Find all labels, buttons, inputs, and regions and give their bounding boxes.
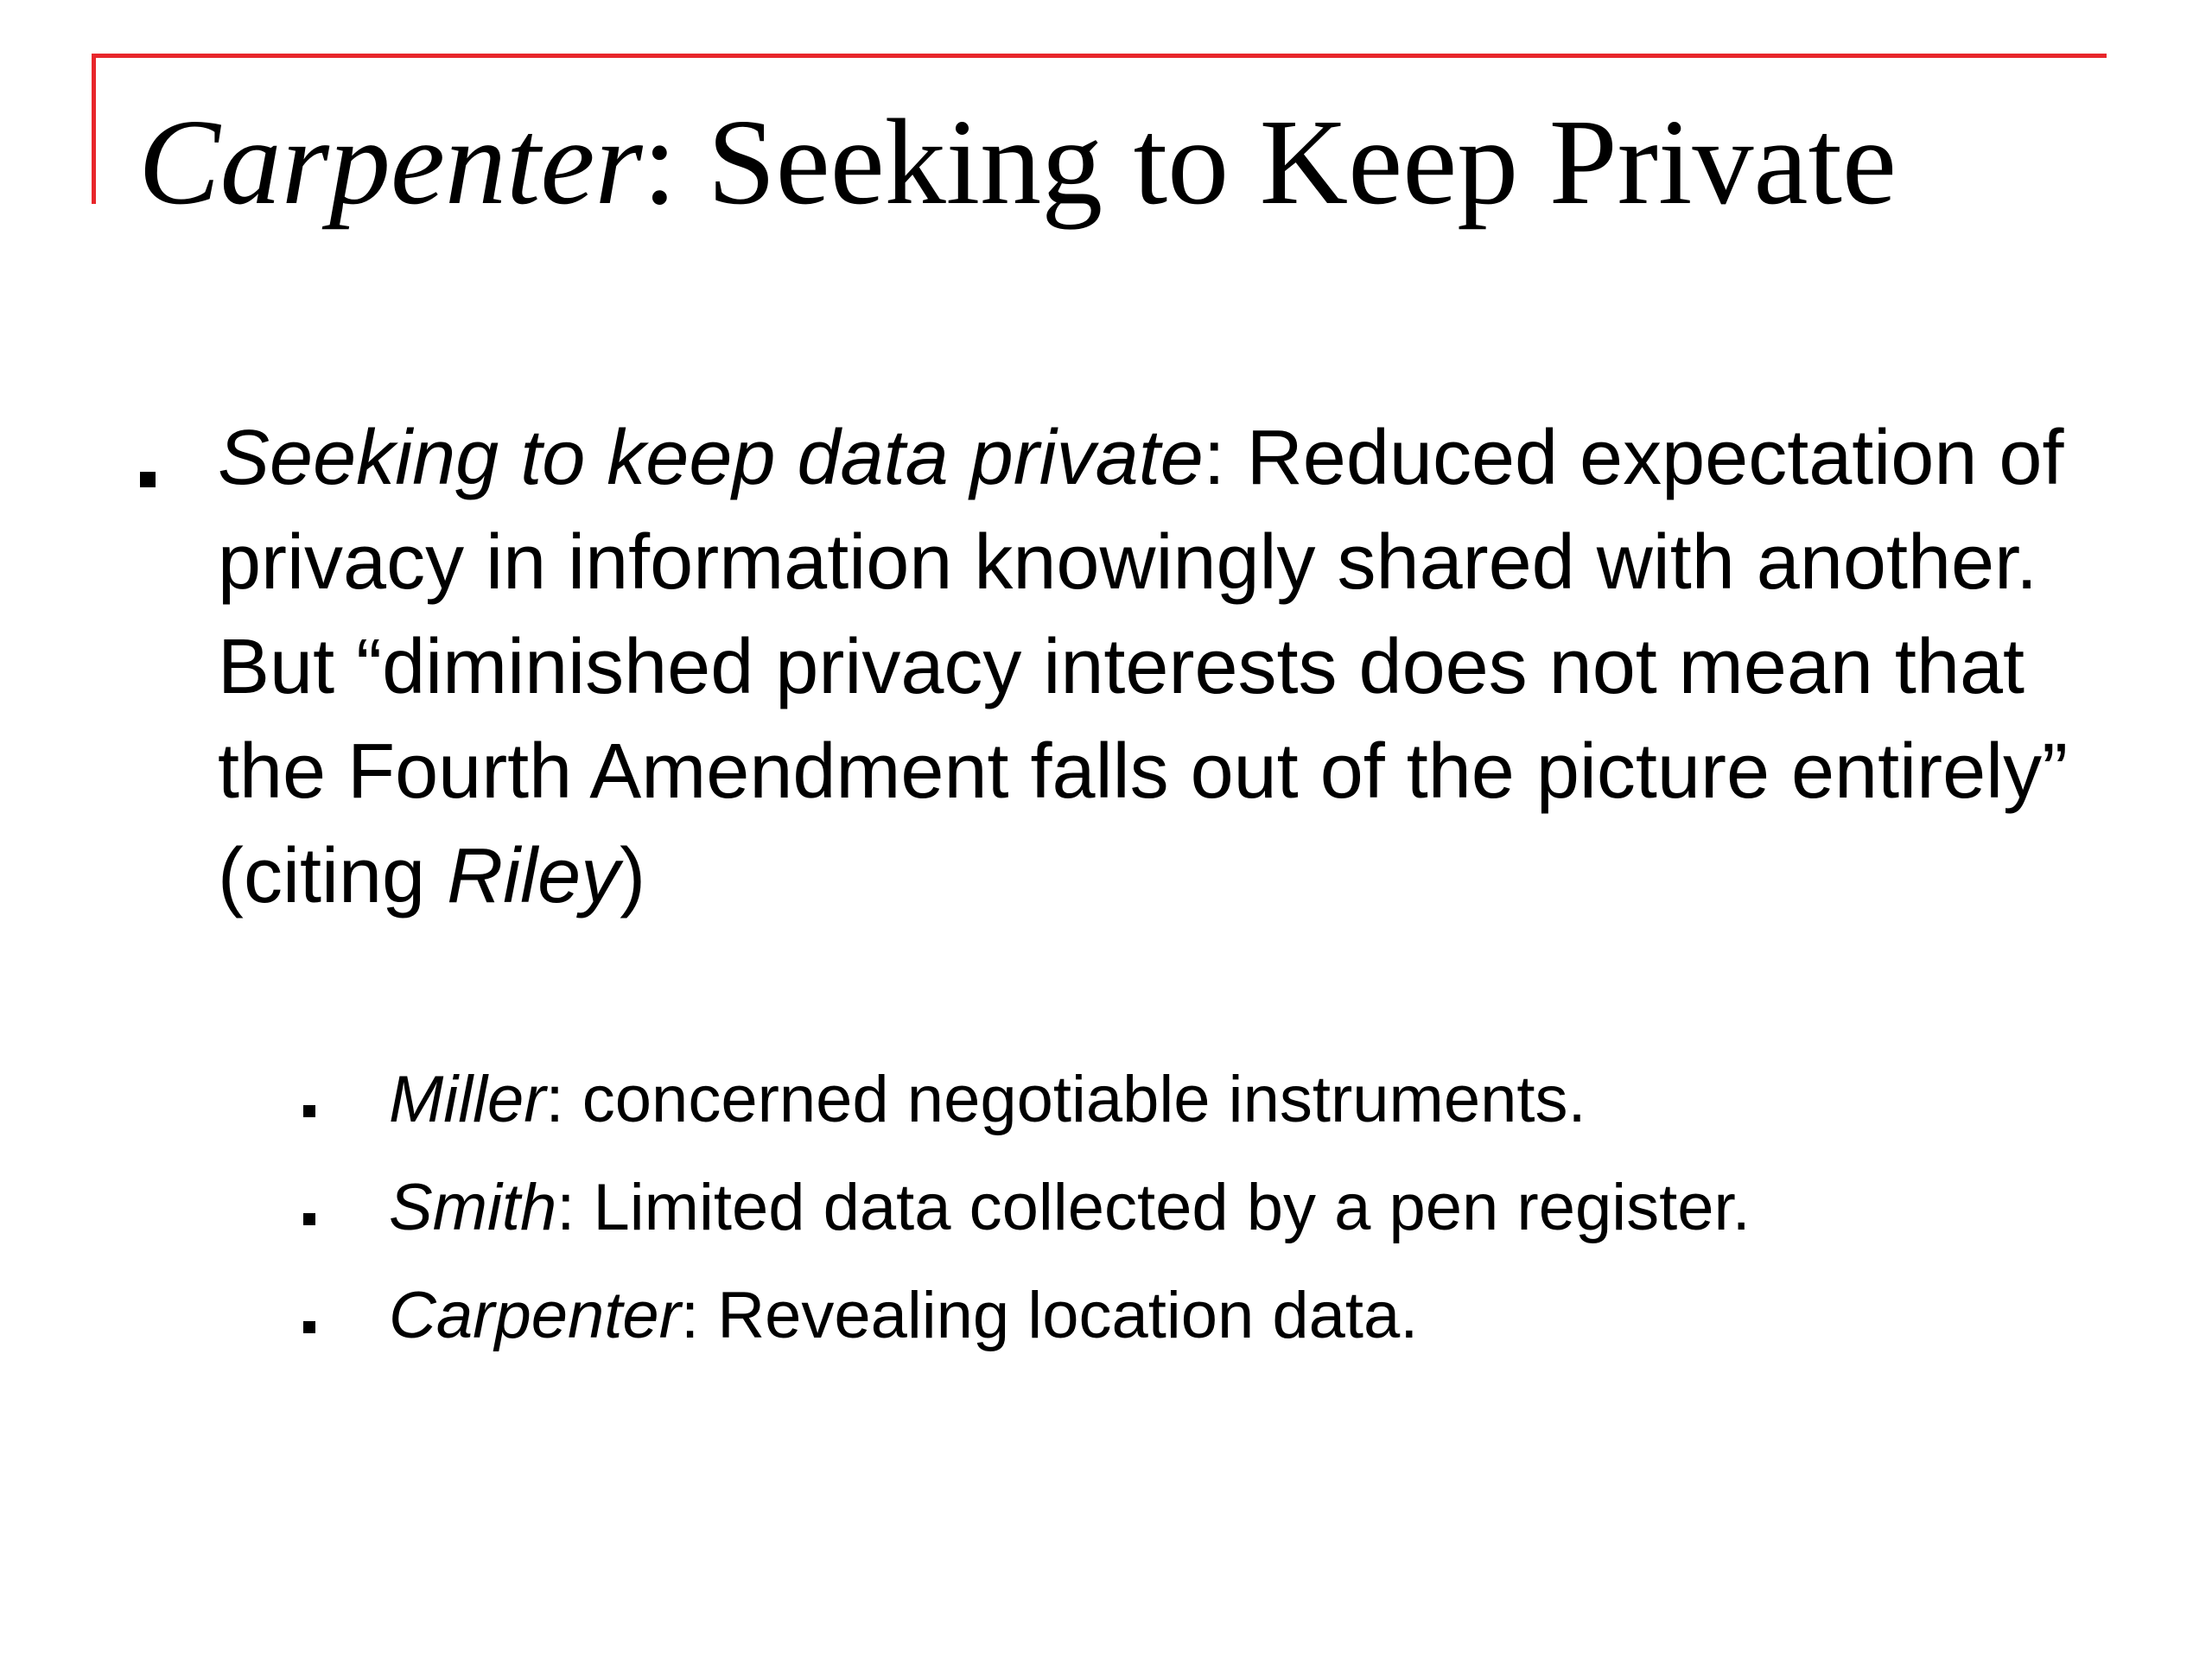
- sub-bullet-square-icon: [303, 1213, 315, 1225]
- title-rest: : Seeking to Keep Private: [642, 93, 1897, 230]
- sub-bullet-case-name: Miller: [389, 1063, 546, 1136]
- sub-bullet-smith: [389, 1165, 2160, 1251]
- sub-bullet-text: : Limited data collected by a pen register.: [556, 1171, 1751, 1244]
- main-bullet-closing: ): [620, 833, 646, 919]
- main-bullet-text: [218, 406, 2119, 929]
- title-accent-line-vertical: [92, 54, 96, 204]
- sub-bullet-square-icon: [303, 1321, 315, 1333]
- citation-case-name: Riley: [447, 833, 620, 919]
- slide-title: [138, 88, 1897, 235]
- sub-bullet-text: : concerned negotiable instruments.: [545, 1063, 1586, 1136]
- sub-bullet-miller: [389, 1057, 2160, 1143]
- sub-bullet-carpenter: [389, 1273, 2160, 1359]
- main-bullet-lead: Seeking to keep data private: [218, 415, 1204, 501]
- sub-bullet-case-name: Smith: [389, 1171, 557, 1244]
- bullet-square-icon: [140, 472, 156, 487]
- main-bullet-body: : Reduced expectation of privacy in information knowingly shared with another. But “diminished privacy interests does not mean that the Fourth Amendment falls out of the picture entirely” (citing: [218, 415, 2069, 919]
- sub-bullet-case-name: Carpenter: [389, 1279, 681, 1352]
- title-case-name: Carpenter: [138, 93, 643, 230]
- sub-bullet-text: : Revealing location data.: [680, 1279, 1419, 1352]
- sub-bullet-square-icon: [303, 1105, 315, 1117]
- title-accent-line-horizontal: [92, 54, 2107, 58]
